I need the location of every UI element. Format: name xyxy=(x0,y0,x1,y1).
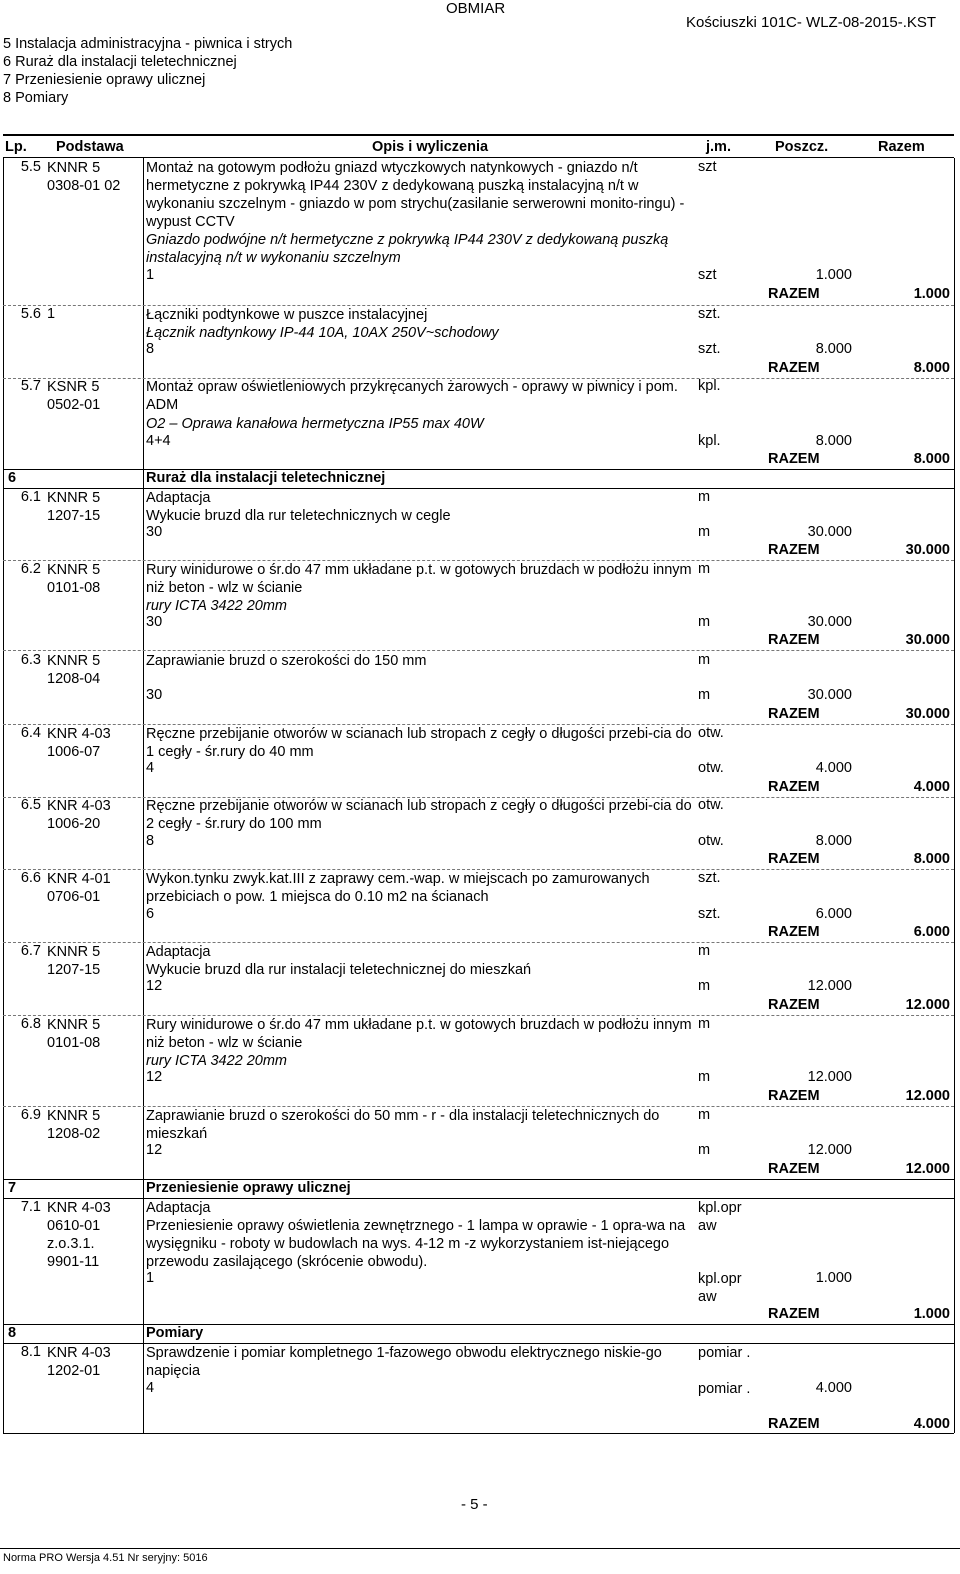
item-quantity: 12.000 xyxy=(807,1069,852,1085)
item-total: 6.000 xyxy=(913,924,950,940)
item-calc-unit: m xyxy=(698,614,711,630)
item-podstawa: KNNR 5 1208-02 xyxy=(47,1108,101,1142)
item-total: 30.000 xyxy=(905,632,950,648)
item-calc: 30 xyxy=(146,524,163,540)
item-unit: m xyxy=(698,943,711,959)
item-total: 30.000 xyxy=(905,706,950,722)
column-divider xyxy=(954,158,955,1433)
item-podstawa: KNNR 5 1207-15 xyxy=(47,944,101,978)
item-podstawa: KNNR 5 0101-08 xyxy=(47,1017,101,1051)
item-calc-unit: m xyxy=(698,687,711,703)
item-calc-unit: m xyxy=(698,978,711,994)
item-podstawa: KNNR 5 0308-01 02 xyxy=(47,160,121,194)
item-lp: 5.5 xyxy=(20,159,41,175)
item-unit: kpl.opr aw xyxy=(698,1200,742,1234)
item-total: 4.000 xyxy=(913,1416,950,1432)
chapter-line: 7 Przeniesienie oprawy ulicznej xyxy=(3,72,206,88)
item-calc-unit: szt. xyxy=(698,341,721,357)
item-unit: m xyxy=(698,1107,711,1123)
item-podstawa: KNR 4-03 1006-07 xyxy=(47,726,111,760)
item-calc: 12 xyxy=(146,978,163,994)
table-bottom-rule xyxy=(3,1433,954,1434)
razem-label: RAZEM xyxy=(768,706,820,722)
item-total: 4.000 xyxy=(913,779,950,795)
header-file-name: Kościuszki 101C- WLZ-08-2015-.KST xyxy=(686,14,937,31)
razem-label: RAZEM xyxy=(768,542,820,558)
chapter-line: 8 Pomiary xyxy=(3,90,69,106)
col-header-poszcz: Poszcz. xyxy=(775,139,829,155)
item-note: Gniazdo podwójne n/t hermetyczne z pokrywką IP44 230V z dedykowaną puszką instalacyjną n/t w wykonaniu szczelnym xyxy=(146,232,669,266)
item-calc: 1 xyxy=(146,267,155,283)
col-header-razem: Razem xyxy=(878,139,925,155)
item-total: 12.000 xyxy=(905,1088,950,1104)
item-total: 8.000 xyxy=(913,360,950,376)
item-description-detail: Wykucie bruzd dla rur teletechnicznych w cegle xyxy=(146,508,451,524)
item-quantity: 12.000 xyxy=(807,1142,852,1158)
item-quantity: 8.000 xyxy=(815,433,852,449)
item-podstawa: KNNR 5 0101-08 xyxy=(47,562,101,596)
item-calc: 8 xyxy=(146,341,155,357)
item-note: rury ICTA 3422 20mm xyxy=(146,598,288,614)
item-calc: 6 xyxy=(146,906,155,922)
item-calc: 4 xyxy=(146,1380,155,1396)
item-lp: 6.1 xyxy=(20,489,41,505)
item-separator xyxy=(3,650,954,651)
item-unit: otw. xyxy=(698,797,724,813)
item-lp: 6.3 xyxy=(20,652,41,668)
item-note: rury ICTA 3422 20mm xyxy=(146,1053,288,1069)
item-calc-unit: m xyxy=(698,1069,711,1085)
item-lp: 8.1 xyxy=(20,1344,41,1360)
item-quantity: 30.000 xyxy=(807,524,852,540)
footer-rule xyxy=(0,1548,960,1549)
item-description-detail: Przeniesienie oprawy oświetlenia zewnętrznego - 1 lampa w oprawie - 1 opra-wa na wysięgniku - roboty w budowlach na wys. 4-12 m -z wykorzystaniem ist-niejącego przewodu zasilającego (skrócenie obwodu). xyxy=(146,1218,686,1270)
item-unit: m xyxy=(698,652,711,668)
razem-label: RAZEM xyxy=(768,1088,820,1104)
item-total: 8.000 xyxy=(913,451,950,467)
item-podstawa: KNR 4-03 1006-20 xyxy=(47,798,111,832)
item-description: Ręczne przebijanie otworów w scianach lub stropach z cegły o długości przebi-cia do 2 cegły - śr.rury do 100 mm xyxy=(146,798,692,832)
item-lp: 6.4 xyxy=(20,725,41,741)
razem-label: RAZEM xyxy=(768,1161,820,1177)
item-description: Adaptacja xyxy=(146,944,211,960)
item-note: Łącznik nadtynkowy IP-44 10A, 10AX 250V~schodowy xyxy=(146,325,499,341)
razem-label: RAZEM xyxy=(768,924,820,940)
item-unit: m xyxy=(698,561,711,577)
item-lp: 6.5 xyxy=(20,797,41,813)
item-quantity: 1.000 xyxy=(815,1270,852,1286)
item-calc: 4+4 xyxy=(146,433,171,449)
header-center-title: OBMIAR xyxy=(446,0,506,17)
item-calc: 4 xyxy=(146,760,155,776)
chapter-line: 6 Ruraż dla instalacji teletechnicznej xyxy=(3,54,237,70)
razem-label: RAZEM xyxy=(768,286,820,302)
item-calc: 8 xyxy=(146,833,155,849)
item-calc: 12 xyxy=(146,1142,163,1158)
item-description: Łączniki podtynkowe w puszce instalacyjnej xyxy=(146,307,428,323)
item-description: Sprawdzenie i pomiar kompletnego 1-fazowego obwodu elektrycznego niskie-go napięcia xyxy=(146,1345,662,1379)
item-unit: m xyxy=(698,1016,711,1032)
item-unit: m xyxy=(698,489,711,505)
item-description: Ręczne przebijanie otworów w scianach lub stropach z cegły o długości przebi-cia do 1 cegły - śr.rury do 40 mm xyxy=(146,726,692,760)
section-number: 6 xyxy=(8,470,17,486)
razem-label: RAZEM xyxy=(768,1306,820,1322)
item-total: 12.000 xyxy=(905,997,950,1013)
item-lp: 5.6 xyxy=(20,306,41,322)
item-lp: 6.9 xyxy=(20,1107,41,1123)
item-description: Rury winidurowe o śr.do 47 mm układane p.t. w gotowych bruzdach w podłożu innym niż beton - wlz w ścianie xyxy=(146,562,692,596)
item-quantity: 4.000 xyxy=(815,1380,852,1396)
section-number: 7 xyxy=(8,1180,17,1196)
item-description-detail: Wykucie bruzd dla rur instalacji teletechnicznej do mieszkań xyxy=(146,962,532,978)
item-calc: 12 xyxy=(146,1069,163,1085)
item-calc-unit: szt xyxy=(698,267,717,283)
item-lp: 6.8 xyxy=(20,1016,41,1032)
item-quantity: 8.000 xyxy=(815,341,852,357)
table-top-rule xyxy=(3,134,954,136)
item-calc-unit: otw. xyxy=(698,833,724,849)
col-header-lp: Lp. xyxy=(5,139,27,155)
item-calc-unit: szt. xyxy=(698,906,721,922)
item-lp: 6.2 xyxy=(20,561,41,577)
item-quantity: 30.000 xyxy=(807,687,852,703)
item-calc-unit: pomiar . xyxy=(698,1381,751,1397)
item-calc-unit: kpl.opr aw xyxy=(698,1271,742,1305)
item-podstawa: KNNR 5 1207-15 xyxy=(47,490,101,524)
razem-label: RAZEM xyxy=(768,451,820,467)
item-lp: 6.6 xyxy=(20,870,41,886)
razem-label: RAZEM xyxy=(768,1416,820,1432)
item-description: Adaptacja xyxy=(146,490,211,506)
item-calc-unit: m xyxy=(698,524,711,540)
item-quantity: 8.000 xyxy=(815,833,852,849)
item-lp: 5.7 xyxy=(20,378,41,394)
item-description: Rury winidurowe o śr.do 47 mm układane p.t. w gotowych bruzdach w podłożu innym niż beton - wlz w ścianie xyxy=(146,1017,692,1051)
item-description: Montaż opraw oświetleniowych przykręcanych żarowych - oprawy w piwnicy i pom. ADM xyxy=(146,379,678,413)
item-description: Adaptacja xyxy=(146,1200,211,1216)
col-header-jm: j.m. xyxy=(706,139,731,155)
header-chapter-list xyxy=(3,35,292,107)
item-total: 1.000 xyxy=(913,1306,950,1322)
column-divider xyxy=(143,158,144,1433)
item-quantity: 4.000 xyxy=(815,760,852,776)
item-quantity: 12.000 xyxy=(807,978,852,994)
item-unit: otw. xyxy=(698,725,724,741)
item-description: Zaprawianie bruzd o szerokości do 150 mm xyxy=(146,653,427,669)
item-podstawa: KNR 4-03 1202-01 xyxy=(47,1345,111,1379)
col-header-podstawa: Podstawa xyxy=(56,139,124,155)
section-number: 8 xyxy=(8,1325,17,1341)
item-unit: kpl. xyxy=(698,378,721,394)
item-calc: 30 xyxy=(146,687,163,703)
item-quantity: 1.000 xyxy=(815,267,852,283)
section-title: Pomiary xyxy=(146,1325,204,1341)
item-lp: 6.7 xyxy=(20,943,41,959)
item-calc-unit: kpl. xyxy=(698,433,721,449)
item-description: Montaż na gotowym podłożu gniazd wtyczkowych natynkowych - gniazdo n/t hermetyczne z pokrywką IP44 230V z dedykowaną puszką instalacyjną n/t w wykonaniu szczelnym - gniazdo w pom strychu(zasilanie serwerowni monito-ringu) -wypust CCTV xyxy=(146,160,685,230)
razem-label: RAZEM xyxy=(768,632,820,648)
item-unit: szt. xyxy=(698,306,721,322)
item-podstawa: KNNR 5 1208-04 xyxy=(47,653,101,687)
razem-label: RAZEM xyxy=(768,851,820,867)
section-title: Ruraż dla instalacji teletechnicznej xyxy=(146,470,386,486)
page-number: - 5 - xyxy=(461,1496,488,1513)
col-header-opis: Opis i wyliczenia xyxy=(372,139,489,155)
item-calc: 30 xyxy=(146,614,163,630)
item-calc-unit: m xyxy=(698,1142,711,1158)
item-total: 1.000 xyxy=(913,286,950,302)
item-unit: szt. xyxy=(698,870,721,886)
item-description: Wykon.tynku zwyk.kat.III z zaprawy cem.-wap. w miejscach po zamurowanych przebiciach o pow. 1 miejsca do 0.10 m2 na ścianach xyxy=(146,871,650,905)
item-unit: szt xyxy=(698,159,717,175)
chapter-line: 5 Instalacja administracyjna - piwnica i strych xyxy=(3,36,293,52)
item-podstawa: KNR 4-03 0610-01 z.o.3.1. 9901-11 xyxy=(47,1200,111,1270)
item-unit: pomiar . xyxy=(698,1345,751,1361)
item-quantity: 6.000 xyxy=(815,906,852,922)
item-podstawa: KSNR 5 0502-01 xyxy=(47,379,101,413)
software-info: Norma PRO Wersja 4.51 Nr seryjny: 5016 xyxy=(3,1552,208,1564)
item-calc: 1 xyxy=(146,1270,155,1286)
razem-label: RAZEM xyxy=(768,997,820,1013)
item-note: O2 – Oprawa kanałowa hermetyczna IP55 max 40W xyxy=(146,416,484,432)
razem-label: RAZEM xyxy=(768,360,820,376)
item-podstawa: 1 xyxy=(47,306,56,322)
item-calc-unit: otw. xyxy=(698,760,724,776)
razem-label: RAZEM xyxy=(768,779,820,795)
section-title: Przeniesienie oprawy ulicznej xyxy=(146,1180,351,1196)
item-quantity: 30.000 xyxy=(807,614,852,630)
item-lp: 7.1 xyxy=(20,1199,41,1215)
item-podstawa: KNR 4-01 0706-01 xyxy=(47,871,111,905)
item-total: 30.000 xyxy=(905,542,950,558)
item-description: Zaprawianie bruzd o szerokości do 50 mm - r - dla instalacji teletechnicznych do mieszkań xyxy=(146,1108,660,1142)
column-divider xyxy=(3,158,4,1433)
header-bottom-rule xyxy=(3,157,954,158)
item-total: 12.000 xyxy=(905,1161,950,1177)
item-total: 8.000 xyxy=(913,851,950,867)
